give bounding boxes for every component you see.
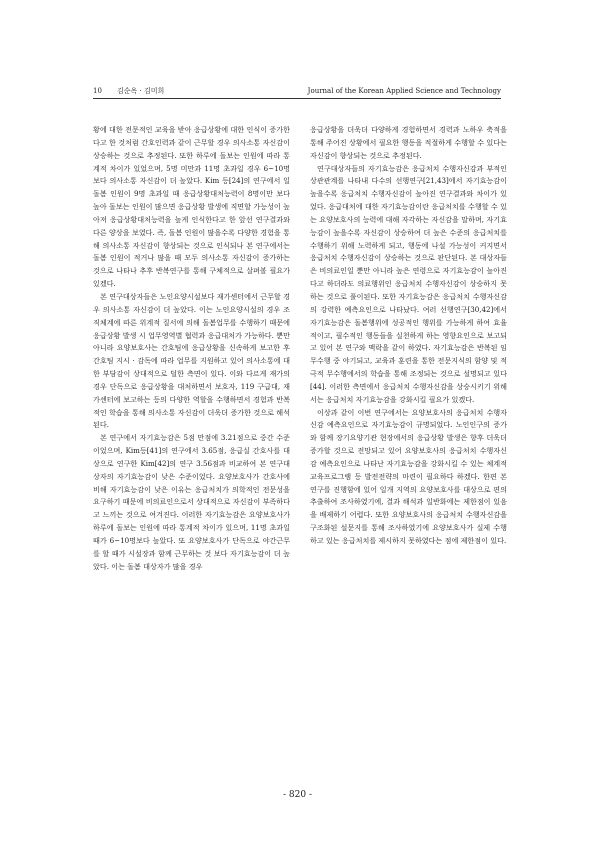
body-paragraph: 황에 대한 전문적인 교육을 받아 응급상황에 대한 인식이 증가한다고 한 것처럼 간호인력과 같이 근무할 경우 의사소통 자신감이 상승하는 것으로 추정된다. 또한 하루에 돌보는 인원에 따라 통계적 차이가 있었으며, 5명 미만과 11명 초과일 경우 6~10명보다 의사소통 자신감이 더 높았다. Kim 등[24]의 연구에서 일 돌봄 인원이 9명 초과일 때 응급상황대처능력이 8명이만 보다 높아 돌보는 인원이 많으면 응급상황 발생에 직면할 가능성이 높아져 응급상황대처능력을 높게 인식한다고 한 앞선 연구결과와 다른 양상을 보였다. 즉, 돌봄 인원이 많을수록 다양한 경험을 통해 의사소통 자신감이 향상되는 것으로 인식되나 본 연구에서는 돌봄 인원이 적거나 많을 때 모두 의사소통 자신감이 증가하는 것으로 나타나 추후 반복연구를 통해 구체적으로 살펴볼 필요가 있겠다.	[93, 125, 290, 289]
page-footer: - 820 -	[283, 790, 312, 800]
right-column	[310, 124, 507, 752]
left-column	[93, 124, 290, 752]
running-header	[93, 84, 501, 98]
page-number: 10	[93, 87, 102, 95]
body-paragraph: 이상과 같이 이번 연구에서는 요양보호사의 응급처치 수행자신감 예측요인으로 자기효능감이 규명되었다. 노인인구의 증가와 함께 장기요양기관 현장에서의 응급상황 발생은 향후 더욱더 증가할 것으로 전망되고 있어 요양보호사의 응급처치 수행자신감 예측요인으로 나타난 자기효능감을 강화시킬 수 있는 체계적 교육프로그램 등 발전전략의 마련이 필요하다 하겠다. 한편 본 연구를 진행함에 있어 일개 지역의 요양보호사를 대상으로 편의추출하여 조사하였기에, 결과 해석과 일반화에는 제한점이 있음을 배제하기 어렵다. 또한 요양보호사의 응급처치 수행자신감을 구조화된 설문지를 통해 조사하였기에 요양보호사가 실제 수행하고 있는 응급처치를 제시하지 못하였다는 점에 제한점이 있다.	[310, 407, 507, 545]
body-paragraph: 응급상황을 더욱더 다양하게 경험하면서 경력과 노하우 축적을 통해 주어진 상황에서 필요한 행동을 적절하게 수행할 수 있다는 자신감이 향상되는 것으로 추정된다.	[310, 125, 507, 160]
journal-title: Journal of the Korean Applied Science and Technology	[307, 87, 501, 95]
body-paragraph: 본 연구에서 자기효능감은 5점 만점에 3.21점으로 중간 수준이었으며, Kim등[41]의 연구에서 3.65점, 응급실 간호사를 대상으로 연구한 Kim[42]의 연구 3.56점과 비교하여 본 연구대상자의 자기효능감이 낮은 수준이었다. 요양보호사가 간호사에 비해 자기효능감이 낮은 이유는 응급처치가 의학적인 전문성을 요구하기 때문에 비의료인으로서 상대적으로 자신감이 부족하다고 느끼는 것으로 여겨진다. 이러한 자기효능감은 요양보호사가 하루에 돌보는 인원에 따라 통계적 차이가 있으며, 11명 초과일 때가 6~10명보다 높았다. 또 요양보호사가 단독으로 야간근무를 할 때가 시설장과 함께 근무하는 것 보다 자기효능감이 더 높았다. 이는 돌봄 대상자가 많을 경우	[93, 433, 290, 571]
header-rule	[93, 98, 501, 99]
body-paragraph: 연구대상자들의 자기효능감은 응급처치 수행자신감과 부적인 상관관계를 나타내 다수의 선행연구[21,43]에서 자기효능감이 높을수록 응급처치 수행자신감이 높아진 연구결과와 차이가 있었다. 응급대처에 대한 자기효능감이란 응급처치를 수행할 수 있는 요양보호사의 능력에 대해 자각하는 자신감을 말하며, 자기효능감이 높을수록 자신감이 상승하여 더 높은 수준의 응급처치를 수행하기 위해 노력하게 되고, 행동에 나설 가능성이 커지면서 응급처치 수행자신감이 상승하는 것으로 판단된다. 본 대상자들은 비의료인일 뿐만 아니라 높은 연령으로 자기효능감이 높아진다고 하더라도 의료행위인 응급처치 수행자신감이 상승하지 못하는 것으로 풀이된다. 또한 자기효능감은 응급처치 수행자신감의 강력한 예측요인으로 나타났다. 여러 선행연구[30,42]에서 자기효능감은 돌봄행위에 성공적인 행위를 가능하게 하여 효율적이고, 필수적인 행동들을 실천하게 하는 영향요인으로 보고되고 있어 본 연구와 맥락을 같이 하였다. 자기효능감은 반복된 임무수행 중 야기되고, 교육과 훈련을 통한 전문지식의 함양 및 적극적 무수행에서의 학습을 통해 조정되는 것으로 설명되고 있다[44]. 이러한 측면에서 응급처치 수행자신감을 상승시키기 위해서는 응급처치 자기효능감을 강화시킬 필요가 있겠다.	[310, 163, 507, 404]
body-paragraph: 본 연구대상자들은 노인요양시설보다 재가센터에서 근무할 경우 의사소통 자신감이 더 높았다. 이는 노인요양시설의 경우 조직체계에 따른 위계적 질서에 의해 돌봄업무를 수행하기 때문에 응급상황 발생 시 업무영역별 협력과 응급대처가 가능하다. 뿐만 아니라 요양보호사는 간호팀에 응급상황을 신속하게 보고한 후 간호팀 지시 · 감독에 따라 업무를 지원하고 있어 의사소통에 대한 부담감이 상대적으로 덜한 측면이 있다. 이와 다르게 재가의 경우 단독으로 응급상황을 대처하면서 보호자, 119 구급대, 재가센터에 보고하는 등의 다양한 역할을 수행하면서 경험과 반복적인 학습을 통해 의사소통 자신감이 더욱더 증가한 것으로 해석된다.	[93, 291, 290, 430]
running-authors: 김순옥 · 김미희	[117, 87, 165, 95]
